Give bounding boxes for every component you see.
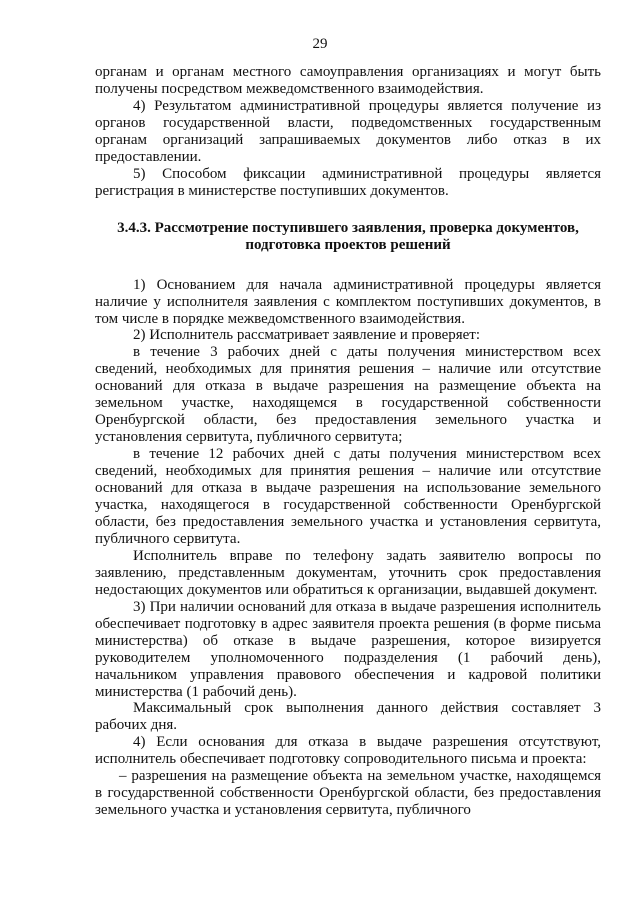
paragraph-12-days: в течение 12 рабочих дней с даты получения министерством всех сведений, необходимых для принятия решения – наличие или отсутствие оснований для отказа в выдаче разрешения на использование земельного участка, находящегося в государственной собственности Оренбургской области, без предоставления земельного участка и установления сервитута, публичного сервитута. bbox=[95, 446, 601, 547]
paragraph-fixation: 5) Способом фиксации административной процедуры является регистрация в министерстве поступивших документов. bbox=[95, 165, 601, 199]
paragraph-continuation: органам и органам местного самоуправления организациях и могут быть получены посредством межведомственного взаимодействия. bbox=[95, 64, 601, 97]
paragraph-max-term: Максимальный срок выполнения данного действия составляет 3 рабочих дня. bbox=[95, 700, 601, 734]
document-body bbox=[95, 64, 601, 819]
paragraph-result: 4) Результатом административной процедуры является получение из органов государственной власти, подведомственных государственным органам организаций запрашиваемых документов либо отказ в их предоставлении. bbox=[95, 97, 601, 165]
paragraph-3-days: в течение 3 рабочих дней с даты получения министерством всех сведений, необходимых для принятия решения – наличие или отсутствие оснований для отказа в выдаче разрешения на размещение объекта на земельном участке, находящемся в государственной собственности Оренбургской области, без предоставления земельного участка и установления сервитута, публичного сервитута; bbox=[95, 344, 601, 446]
paragraph-review: 2) Исполнитель рассматривает заявление и проверяет: bbox=[133, 327, 481, 344]
section-heading-line2: подготовка проектов решений bbox=[245, 236, 451, 253]
paragraph-basis: 1) Основанием для начала административной процедуры является наличие у исполнителя заявления с комплектом поступивших документов, в том числе в порядке межведомственного взаимодействия. bbox=[95, 276, 601, 327]
paragraph-permit-dash: – разрешения на размещение объекта на земельном участке, находящемся в государственной собственности Оренбургской области, без предоставления земельного участка и установления сервитута, публичного bbox=[95, 768, 601, 819]
section-heading bbox=[95, 220, 601, 254]
paragraph-no-grounds: 4) Если основания для отказа в выдаче разрешения отсутствуют, исполнитель обеспечивает подготовку сопроводительного письма и проекта: bbox=[95, 734, 601, 768]
page-number: 29 bbox=[312, 36, 328, 52]
paragraph-phone: Исполнитель вправе по телефону задать заявителю вопросы по заявлению, представленным документам, уточнить срок предоставления недостающих документов или обратиться к организации, выдавшей документ. bbox=[95, 547, 601, 598]
paragraph-refusal: 3) При наличии оснований для отказа в выдаче разрешения исполнитель обеспечивает подготовку в адрес заявителя проекта решения (в форме письма министерства) об отказе в выдаче разрешения, которое визируется руководителем уполномоченного подразделения (1 рабочий день), начальником управления правового обеспечения и кадровой политики министерства (1 рабочий день). bbox=[95, 598, 601, 700]
section-heading-line1: 3.4.3. Рассмотрение поступившего заявления, проверка документов, bbox=[117, 219, 579, 236]
